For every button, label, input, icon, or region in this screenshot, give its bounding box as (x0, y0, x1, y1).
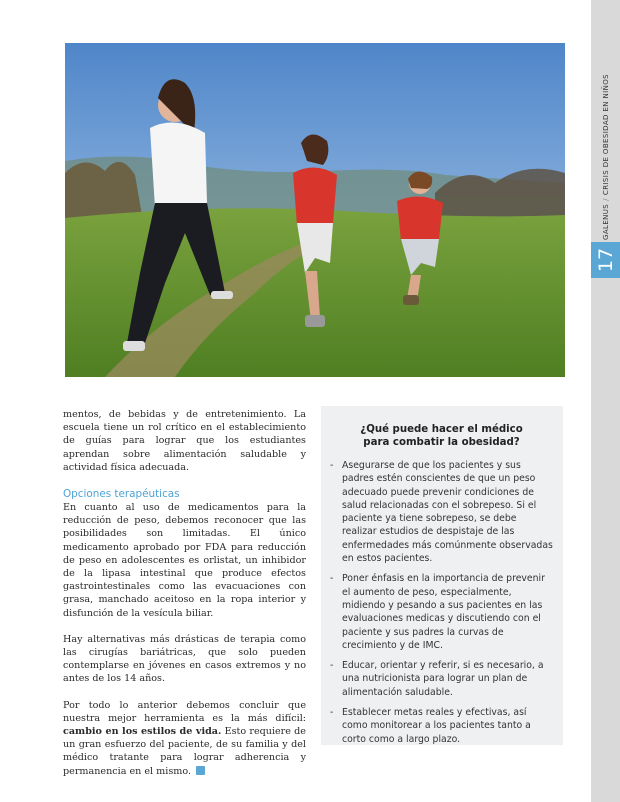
intro-paragraph: mentos, de bebidas y de entretenimiento. La escuela tiene un rol crítico en el establecimiento de guías para lograr que los estudiantes aprendan sobre alimentación saludable y actividad física adecuada. (63, 409, 306, 473)
article-end-icon (196, 766, 205, 775)
box-list-item: - Educar, orientar y referir, si es necesario, a una nutricionista para lograr un plan de alimentación saludable. (330, 659, 553, 699)
box-title-line2: para combatir la obesidad? (363, 437, 520, 448)
medication-paragraph: En cuanto al uso de medicamentos para la reducción de peso, debemos reconocer que las posibilidades son limitadas. El único medicamento aprobado por FDA para reducción de peso en adolescentes es orlistat, un inhibidor de la lipasa intestinal que produce efectos gastrointestinales como las evacuaciones con grasa, manchado aceitoso en la ropa interior y disfunción de la vesícula biliar. (63, 502, 306, 619)
conclusion-paragraph (63, 699, 306, 778)
conclusion-bold: cambio en los estilos de vida. (63, 726, 222, 738)
running-head-title: CRISIS DE OBESIDAD EN NIÑOS (602, 73, 610, 196)
box-list-item: - Asegurarse de que los pacientes y sus padres estén conscientes de que un peso adecuado puede prevenir condiciones de salud relacionadas con el sobrepeso. Si el paciente ya tiene sobrepeso, se debe realizar estudios de despistaje de las enfermedades más comúnmente observadas en estos pacientes. (330, 459, 553, 565)
running-head-separator: / (602, 198, 610, 201)
photo-family-stretching (65, 43, 565, 377)
photo-woman-and-children-stretching-icon (65, 43, 565, 377)
box-list-item: - Poner énfasis en la importancia de prevenir el aumento de peso, especialmente, midiendo y pesando a sus pacientes en las evaluaciones medicas y discutiendo con el paciente y sus padres la curvas de crecimiento y de IMC. (330, 572, 553, 652)
box-list-item: - Establecer metas reales y efectivas, así como monitorear a los pacientes tanto a corto como a largo plazo. (330, 706, 553, 746)
section-heading: Opciones terapéuticas (63, 488, 180, 501)
box-list (330, 459, 553, 746)
conclusion-end: Esto requiere de un gran esfuerzo del paciente, de su familia y del médico tratante para lograr adherencia y permanencia en el mismo. (63, 726, 306, 777)
running-head-journal: GALENUS (602, 203, 610, 240)
page-number-box (591, 242, 620, 278)
left-column (63, 408, 306, 791)
alternatives-paragraph: Hay alternativas más drásticas de terapia como las cirugías bariátricas, que solo pueden contemplarse en jóvenes en casos extremos y no antes de los 14 años. (63, 633, 306, 685)
sidebar-box (321, 406, 563, 745)
box-title-line1: ¿Qué puede hacer el médico (360, 424, 523, 435)
page-number: 17 (595, 247, 617, 273)
box-title (330, 423, 553, 449)
conclusion-start: Por todo lo anterior debemos concluir que nuestra mejor herramienta es la más difícil: (63, 699, 306, 724)
